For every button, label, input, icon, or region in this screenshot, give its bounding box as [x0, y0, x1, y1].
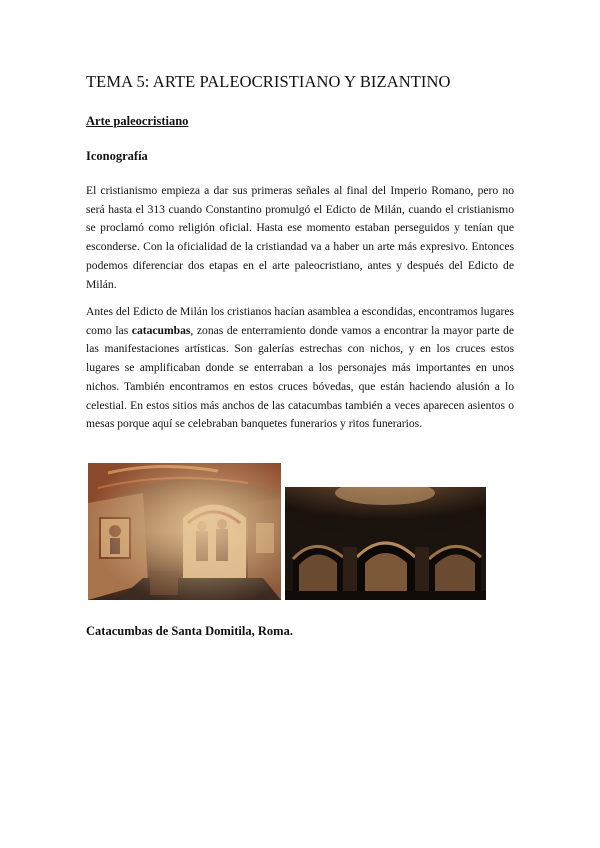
paragraph-catacumbas-text-a: Antes del Edicto de Milán los cristianos hacían asamblea a escondidas, encontramos lugares como las: [86, 305, 514, 337]
photo-caption: Catacumbas de Santa Domitila, Roma.: [86, 624, 293, 638]
paragraph-catacumbas: [86, 303, 514, 434]
subtitle-arte-paleocristiano: Arte paleocristiano: [86, 114, 189, 128]
document-title: TEMA 5: ARTE PALEOCRISTIANO Y BIZANTINO: [86, 72, 451, 91]
paragraph-intro: El cristianismo empieza a dar sus primeras señales al final del Imperio Romano, pero no será hasta el 313 cuando Constantino promulgó el Edicto de Milán, cuando el cristianismo se proclamó como religión oficial. Hasta ese momento estaban perseguidos y tenían que esconderse. Con la oficialidad de la cristiandad va a haber un arte más expresivo. Entonces podemos diferenciar dos etapas en el arte paleocristiano, antes y después del Edicto de Milán.: [86, 184, 514, 291]
section-iconografia: Iconografía: [86, 149, 148, 163]
keyword-catacumbas: catacumbas: [131, 323, 191, 337]
catacomb-arches-photo: [285, 487, 486, 600]
paragraph-catacumbas-text-b: , zonas de enterramiento donde vamos a encontrar la mayor parte de las manifestaciones artísticas. Son galerías estrechas con nichos, y en los cruces estos lugares se amplificaban donde se enterraban a los personajes más importantes en unos nichos. También encontramos en estos cruces bóvedas, que están haciendo alusión a lo celestial. En estos sitios más anchos de las catacumbas también a veces aparecen asientos o mesas porque aquí se celebraban banquetes funerarios y ritos funerarios.: [86, 323, 514, 431]
catacomb-fresco-photo: [88, 463, 281, 600]
